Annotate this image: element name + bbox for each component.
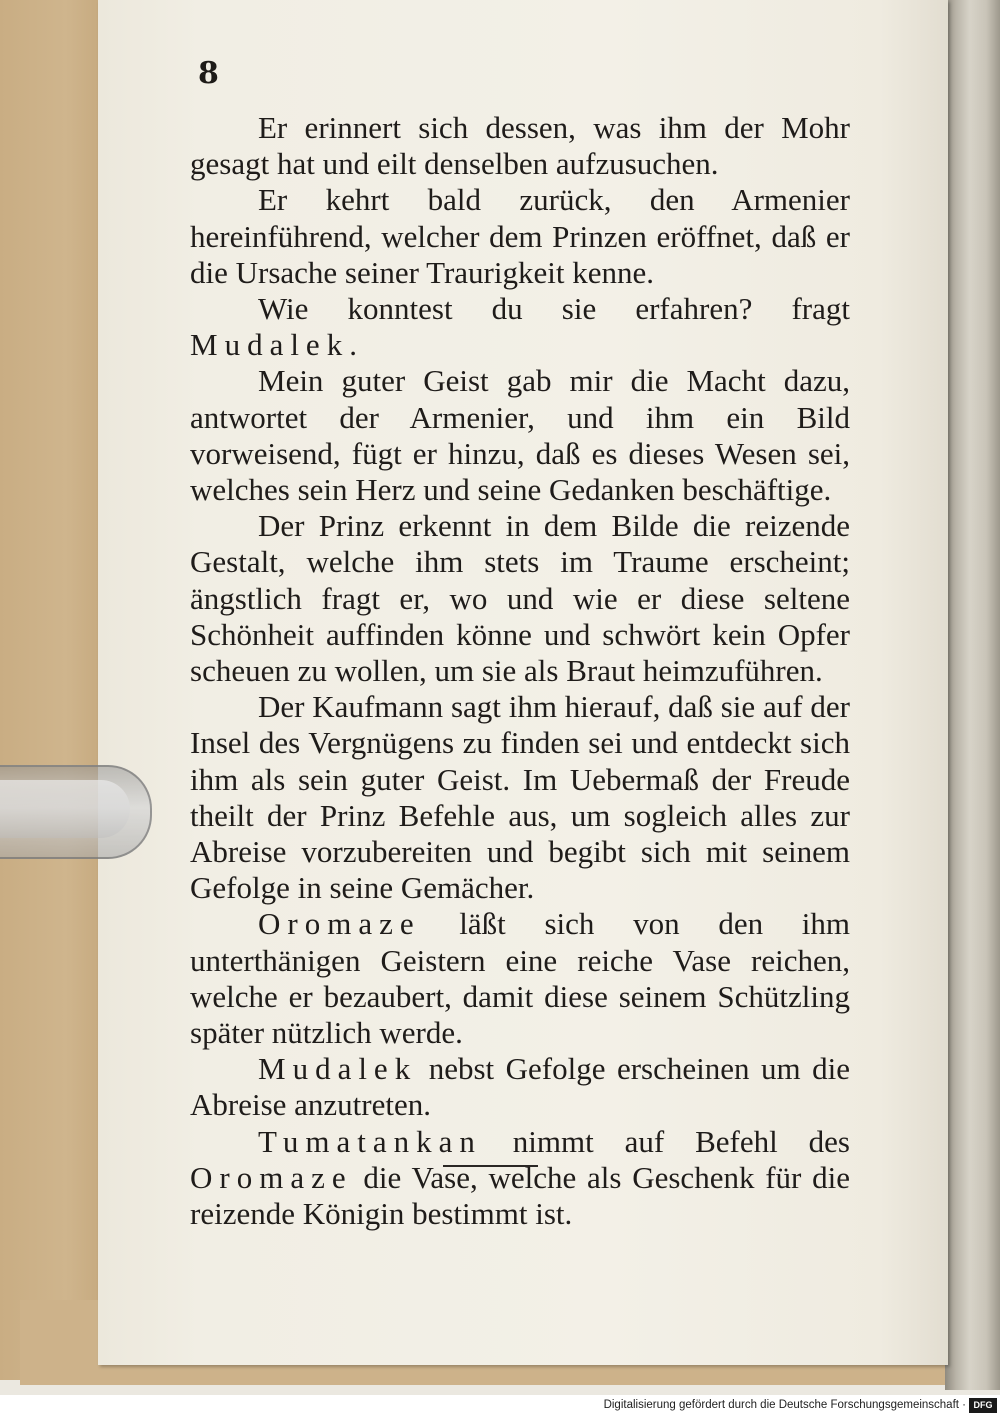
paragraph (190, 906, 850, 1051)
dfg-logo: DFG (969, 1398, 997, 1413)
paragraph (190, 1124, 850, 1233)
character-name: Oromaze (190, 1159, 353, 1195)
end-rule (443, 1165, 538, 1167)
paragraph-text: die Vase, welche als Geschenk für die reizende Königin bestimmt ist. (190, 1159, 850, 1232)
plastic-clip-highlight (0, 780, 130, 838)
character-name: Mudalek (258, 1051, 418, 1087)
page-stack-edge (945, 0, 1000, 1390)
paragraph-text: nimmt auf Befehl des (481, 1123, 850, 1159)
character-name: Tumatankan (258, 1123, 482, 1159)
paragraph (190, 363, 850, 508)
paragraph-text: . (349, 327, 357, 363)
footer-credit: Digitalisierung gefördert durch die Deutsche Forschungsgemeinschaft · (603, 1399, 966, 1411)
paragraph-text: nebst Gefolge erscheinen um die Abreise anzutreten. (190, 1051, 850, 1123)
character-name: Oromaze (258, 906, 421, 942)
paragraph-text: Er erinnert sich dessen, was ihm der Mohr gesagt hat und eilt denselben aufzusuchen. (190, 110, 850, 182)
paragraph-text: Der Kaufmann sagt ihm hierauf, daß sie auf der Insel des Vergnügens zu finden sei und entdeckt sich ihm als sein guter Geist. Im Uebermaß der Freude theilt der Prinz Befehle aus, um sogleich alles zur Abreise vorzubereiten und begibt sich mit seinem Gefolge in seine Gemächer. (190, 689, 850, 906)
paragraph-text: Wie konntest du sie erfahren? fragt (258, 291, 850, 327)
page-text (190, 110, 850, 1232)
paragraph (190, 1051, 850, 1123)
paragraph (190, 110, 850, 182)
page-number: 8 (198, 56, 219, 91)
paragraph-text: Er kehrt bald zurück, den Armenier hereinführend, welcher dem Prinzen eröffnet, daß er die Ursache seiner Traurigkeit kenne. (190, 182, 850, 290)
character-name: Mudalek (190, 327, 350, 363)
paragraph (190, 291, 850, 363)
paragraph (190, 182, 850, 291)
paragraph (190, 689, 850, 906)
book-cover-left (0, 0, 110, 1380)
paragraph-text: läßt sich von den ihm unterthänigen Geistern eine reiche Vase reichen, welche er bezaubert, damit diese seinem Schützling später nützlich werde. (190, 906, 850, 1051)
paragraph (190, 508, 850, 689)
paragraph-text: Der Prinz erkennt in dem Bilde die reizende Gestalt, welche ihm stets im Traume erscheint; ängstlich fragt er, wo und wie er diese seltene Schönheit auffinden könne und schwört kein Opfer scheuen zu wollen, um sie als Braut heimzuführen. (190, 508, 850, 689)
paragraph-text: Mein guter Geist gab mir die Macht dazu, antwortet der Armenier, und ihm ein Bild vorweisend, fügt er hinzu, daß es dieses Wesen sei, welches sein Herz und seine Gedanken beschäftige. (190, 363, 850, 508)
